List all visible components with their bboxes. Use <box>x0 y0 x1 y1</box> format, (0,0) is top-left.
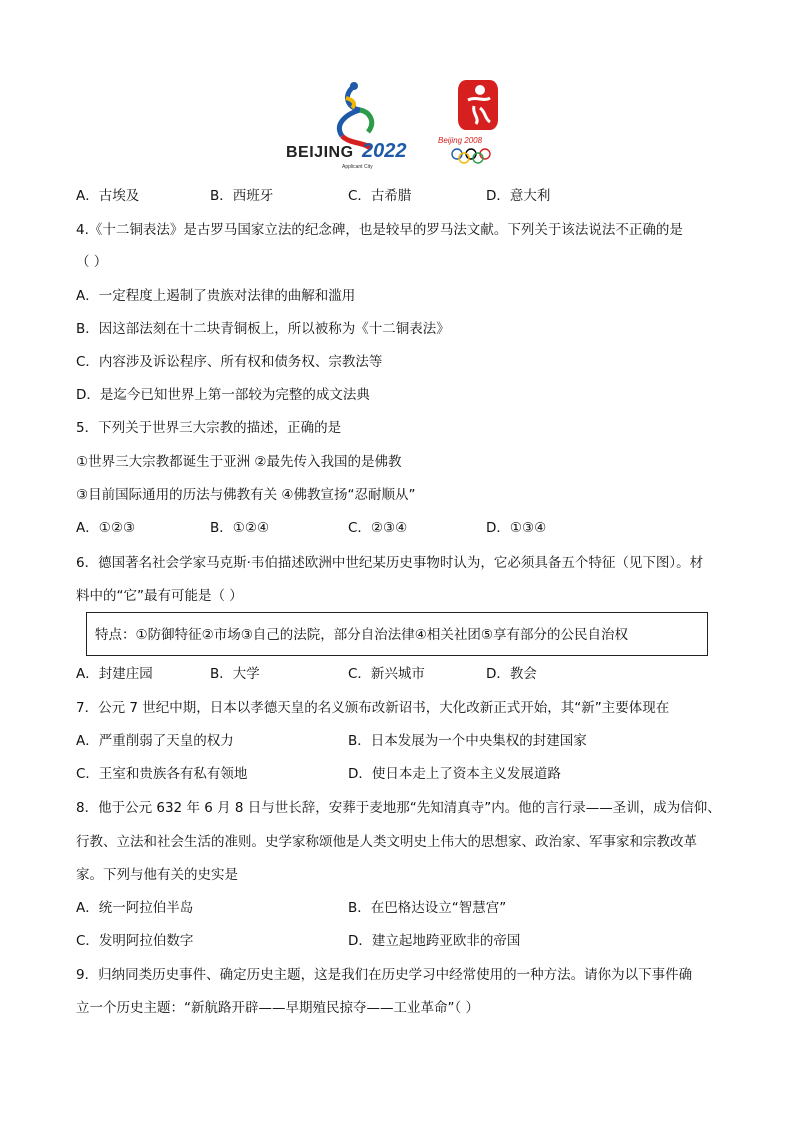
q9-stem-line2: 立一个历史主题：“新航路开辟——早期殖民掠夺——工业革命”（ ） <box>76 1000 480 1016</box>
q3-option-b: B．西班牙 <box>210 188 274 204</box>
q5-option-a: A．①②③ <box>76 520 136 536</box>
q8-option-c: C．发明阿拉伯数字 <box>76 933 194 949</box>
q8-option-a: A．统一阿拉伯半岛 <box>76 900 194 916</box>
olympic-logos <box>284 78 514 174</box>
q4-option-b: B．因这部法刻在十二块青铜板上，所以被称为《十二铜表法》 <box>76 321 450 337</box>
q4-option-c: C．内容涉及诉讼程序、所有权和债务权、宗教法等 <box>76 354 383 370</box>
q8-stem-line1: 8．他于公元 632 年 6 月 8 日与世长辞，安葬于麦地那“先知清真寺”内。他的言行录——圣训，成为信仰、 <box>76 800 721 816</box>
q5-items-line1: ①世界三大宗教都诞生于亚洲 ②最先传入我国的是佛教 <box>76 454 402 470</box>
q3-option-c: C．古希腊 <box>348 188 412 204</box>
q8-option-d: D．建立起地跨亚欧非的帝国 <box>348 933 521 949</box>
q5-option-c: C．②③④ <box>348 520 408 536</box>
q3-option-a: A．古埃及 <box>76 188 140 204</box>
q5-stem: 5．下列关于世界三大宗教的描述，正确的是 <box>76 420 342 436</box>
q6-feature-box <box>86 612 708 656</box>
q4-option-a: A．一定程度上遏制了贵族对法律的曲解和滥用 <box>76 288 356 304</box>
q6-stem-line1: 6．德国著名社会学家马克斯·韦伯描述欧洲中世纪某历史事物时认为，它必须具备五个特征（见下图）。材 <box>76 555 704 571</box>
q5-option-d: D．①③④ <box>486 520 547 536</box>
q5-option-b: B．①②④ <box>210 520 270 536</box>
q9-stem-line1: 9．归纳同类历史事件、确定历史主题，这是我们在历史学习中经常使用的一种方法。请你为以下事件确 <box>76 967 693 983</box>
q8-option-b: B．在巴格达设立“智慧宫” <box>348 900 507 916</box>
q4-option-d: D．是迄今已知世界上第一部较为完整的成文法典 <box>76 387 370 403</box>
year-2022: 2022 <box>362 140 407 162</box>
q5-items-line2: ③目前国际通用的历法与佛教有关 ④佛教宣扬“忍耐顺从” <box>76 487 416 503</box>
q4-stem-line1: 4.《十二铜表法》是古罗马国家立法的纪念碑，也是较早的罗马法文献。下列关于该法说法不正确的是 <box>76 222 683 238</box>
applicant-city: Applicant City <box>342 164 373 170</box>
q7-option-b: B．日本发展为一个中央集权的封建国家 <box>348 733 587 749</box>
q8-stem-line2: 行教、立法和社会生活的准则。史学家称颂他是人类文明史上伟大的思想家、政治家、军事家和宗教改革 <box>76 834 697 850</box>
q6-option-c: C．新兴城市 <box>348 666 425 682</box>
q8-stem-line3: 家。下列与他有关的史实是 <box>76 867 238 883</box>
beijing-word: BEIJING <box>286 144 354 161</box>
q6-stem-line2: 料中的“它”最有可能是（ ） <box>76 588 243 604</box>
q3-option-d: D．意大利 <box>486 188 551 204</box>
beijing-2008-seal-icon <box>454 78 506 134</box>
q7-stem: 7．公元 7 世纪中期，日本以孝德天皇的名义颁布改新诏书，大化改新正式开始，其“新”主要体现在 <box>76 700 670 716</box>
q6-option-d: D．教会 <box>486 666 537 682</box>
q7-option-c: C．王室和贵族各有私有领地 <box>76 766 248 782</box>
olympic-rings-icon <box>450 148 494 164</box>
q4-stem-line2: （ ） <box>76 254 108 270</box>
beijing-2008-text: Beijing 2008 <box>438 136 483 145</box>
q6-option-b: B．大学 <box>210 666 260 682</box>
q7-option-a: A．严重削弱了天皇的权力 <box>76 733 234 749</box>
q6-box-text: 特点：①防御特征②市场③自己的法院，部分自治法律④相关社团⑤享有部分的公民自治权 <box>95 627 629 643</box>
q7-option-d: D．使日本走上了资本主义发展道路 <box>348 766 561 782</box>
q6-option-a: A．封建庄园 <box>76 666 153 682</box>
